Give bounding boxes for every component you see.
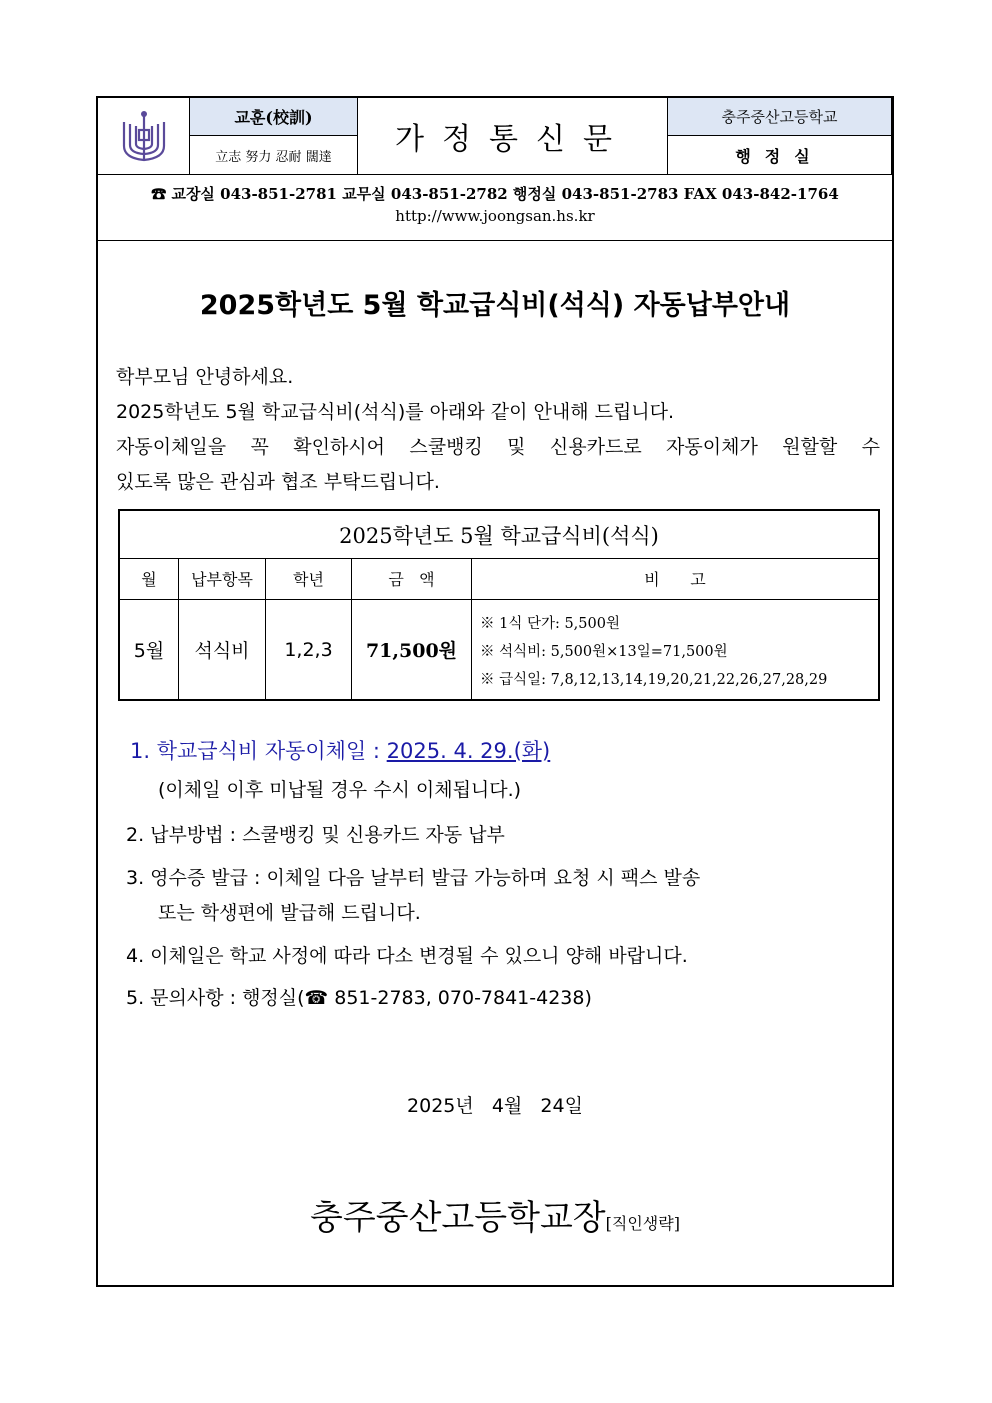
school-url[interactable]: http://www.joongsan.hs.kr [395, 207, 595, 225]
cell-item: 석식비 [179, 600, 266, 699]
header-month: 월 [120, 558, 179, 600]
cell-notes [472, 600, 878, 699]
intro-line: 학부모님 안녕하세요. [116, 366, 294, 388]
doc-title: 가정통신문 [358, 98, 668, 174]
header [98, 98, 892, 174]
contact-phones: ☎ 교장실 043-851-2781 교무실 043-851-2782 행정실 043-851-2783 FAX 043-842-1764 [151, 185, 839, 203]
header-notes: 비 고 [472, 558, 878, 600]
intro-line: 있도록 많은 관심과 협조 부탁드립니다. [116, 471, 440, 493]
principal-name: 충주중산고등학교장 [310, 1198, 606, 1238]
cell-month: 5월 [120, 600, 179, 699]
header-grade: 학년 [266, 558, 352, 600]
intro-line: 자동이체일을 꼭 확인하시어 스쿨뱅킹 및 신용카드로 자동이체가 원할할 수 [116, 436, 880, 458]
item-1-sub: (이체일 이후 미납될 경우 수시 이체됩니다.) [158, 779, 522, 801]
office-name: 행정실 [668, 136, 892, 174]
header-amount: 금 액 [352, 558, 472, 600]
fee-table [118, 509, 880, 701]
motto-title: 교훈(校訓) [190, 98, 358, 136]
note-line: ※ 1식 단가: 5,500원 [480, 616, 620, 632]
item-4: 4. 이체일은 학교 사정에 따라 다소 변경될 수 있으니 양해 바랍니다. [126, 945, 688, 967]
item-1 [130, 735, 550, 765]
contact-info [98, 174, 892, 241]
header-item: 납부항목 [179, 558, 266, 600]
seal-note: [직인생략] [605, 1214, 680, 1233]
page-title: 2025학년도 5월 학교급식비(석식) 자동납부안내 [199, 290, 791, 321]
note-line: ※ 급식일: 7,8,12,13,14,19,20,21,22,26,27,28,29 [480, 672, 828, 688]
item-1-label: 1. 학교급식비 자동이체일 : [130, 739, 387, 763]
cell-grade: 1,2,3 [266, 600, 352, 699]
signature [98, 1190, 892, 1239]
transfer-date: 2025. 4. 29.(화) [386, 739, 551, 763]
item-5: 5. 문의사항 : 행정실(☎ 851-2783, 070-7841-4238) [126, 987, 592, 1009]
issue-date: 2025년 4월 24일 [407, 1095, 583, 1117]
motto-text: 立志 努力 忍耐 闊達 [190, 136, 358, 174]
school-logo-icon [98, 98, 190, 174]
document-frame [96, 96, 894, 1287]
table-title: 2025학년도 5월 학교급식비(석식) [120, 511, 878, 559]
item-2: 2. 납부방법 : 스쿨뱅킹 및 신용카드 자동 납부 [126, 824, 505, 846]
school-name: 충주중산고등학교 [668, 98, 892, 136]
intro-line: 2025학년도 5월 학교급식비(석식)를 아래와 같이 안내해 드립니다. [116, 401, 675, 423]
item-3a: 3. 영수증 발급 : 이체일 다음 날부터 발급 가능하며 요청 시 팩스 발송 [126, 867, 701, 889]
intro-text [116, 360, 880, 500]
note-line: ※ 석식비: 5,500원×13일=71,500원 [480, 644, 728, 660]
item-3b: 또는 학생편에 발급해 드립니다. [158, 902, 421, 924]
cell-amount: 71,500원 [352, 600, 472, 699]
